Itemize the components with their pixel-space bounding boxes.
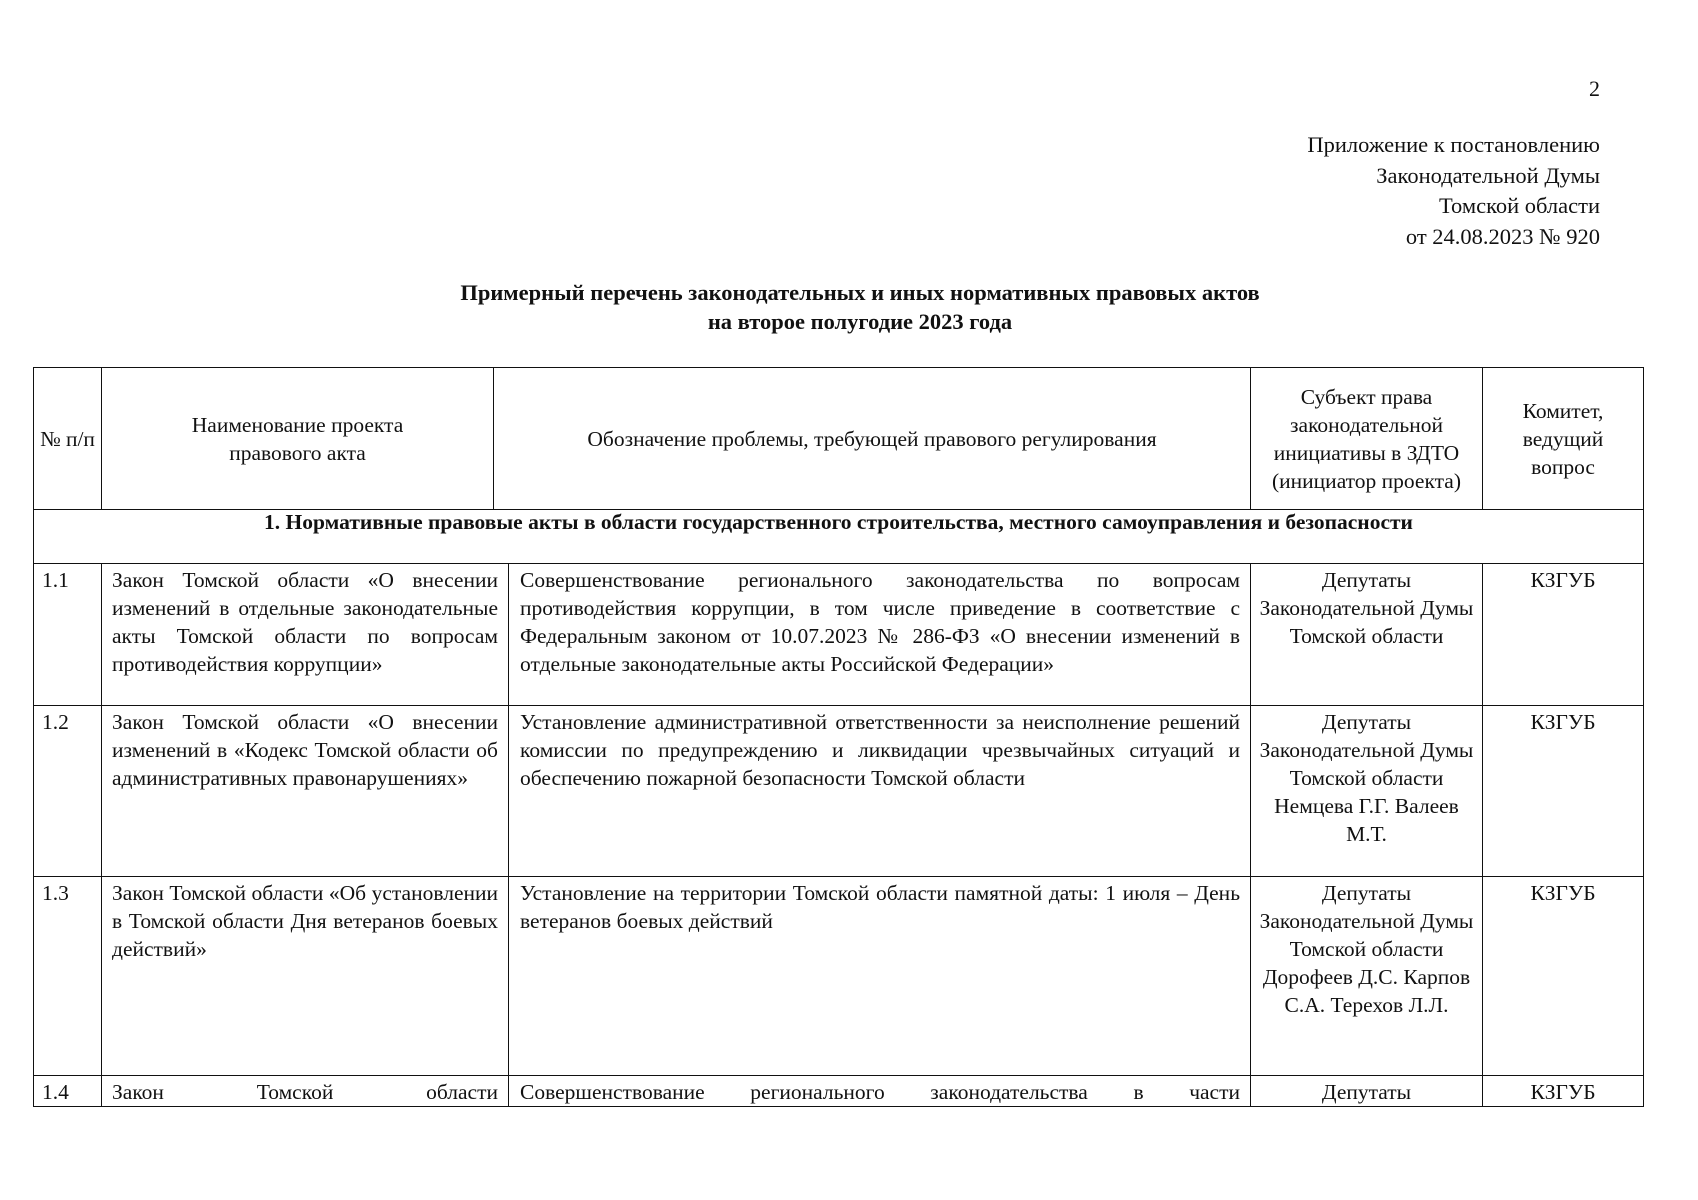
committee-text: КЗГУБ	[1530, 710, 1596, 734]
act-name-cell	[102, 1076, 509, 1107]
subject-cell	[1251, 706, 1483, 877]
problem-text: Установление административной ответственности за неисполнение решений комиссии по предупреждению и ликвидации чрезвычайных ситуаций и обеспечению пожарной безопасности Томской области	[520, 710, 1240, 790]
act-name-cell	[102, 877, 509, 1076]
appendix-line: Томской области	[1438, 193, 1600, 218]
header-subject: Субъект права законодательной инициативы в ЗДТО (инициатор проекта)	[1251, 368, 1483, 510]
header-name: Наименование проекта правового акта	[102, 368, 494, 510]
subject-text: Депутаты Законодательной Думы Томской области	[1259, 568, 1474, 648]
row-number: 1.2	[42, 710, 69, 734]
problem-cell	[509, 706, 1251, 877]
section-title: 1. Нормативные правовые акты в области государственного строительства, местного самоуправления и безопасности	[34, 510, 1644, 564]
row-number-cell	[34, 877, 102, 1076]
subject-text: Депутаты	[1321, 1080, 1412, 1104]
row-number-cell	[34, 564, 102, 706]
committee-text: КЗГУБ	[1530, 881, 1596, 905]
header-problem: Обозначение проблемы, требующей правового регулирования	[494, 368, 1251, 510]
appendix-line: Законодательной Думы	[1376, 162, 1600, 188]
row-number: 1.1	[42, 568, 69, 592]
subject-cell	[1251, 1076, 1483, 1107]
row-number: 1.4	[42, 1080, 69, 1104]
act-name-cell	[102, 706, 509, 877]
problem-cell	[509, 564, 1251, 706]
table-row	[34, 1076, 1644, 1107]
subject-cell	[1251, 877, 1483, 1076]
section-row	[34, 510, 1644, 564]
committee-cell	[1483, 877, 1644, 1076]
committee-cell	[1483, 1076, 1644, 1107]
committee-text: КЗГУБ	[1530, 568, 1596, 592]
table-header-row	[34, 368, 1644, 510]
header-num: № п/п	[34, 368, 102, 510]
committee-cell	[1483, 564, 1644, 706]
title-line: на второе полугодие 2023 года	[707, 309, 1013, 334]
act-name: Закон Томской области «О внесении изменений в «Кодекс Томской области об административных правонарушениях»	[112, 710, 498, 790]
acts-table	[33, 367, 1644, 1107]
table-row	[34, 706, 1644, 877]
appendix-line: Приложение к постановлению	[1307, 132, 1600, 157]
act-name-cell	[102, 564, 509, 706]
table-row	[34, 877, 1644, 1076]
subject-text: Депутаты Законодательной Думы Томской области Немцева Г.Г. Валеев М.Т.	[1259, 710, 1474, 846]
committee-cell	[1483, 706, 1644, 877]
committee-text: КЗГУБ	[1530, 1080, 1596, 1104]
problem-cell	[509, 877, 1251, 1076]
act-name: Закон Томской области «Об установлении в Томской области Дня ветеранов боевых действий»	[112, 881, 498, 961]
appendix-date-number: от 24.08.2023 № 920	[1405, 223, 1600, 249]
title-line: Примерный перечень законодательных и иных нормативных правовых актов	[460, 280, 1260, 305]
act-name: Закон Томской области «О внесении изменений в отдельные законодательные акты Томской области по вопросам противодействия коррупции»	[112, 568, 498, 676]
table-row	[34, 564, 1644, 706]
appendix-block	[1307, 130, 1600, 252]
header-committee: Комитет, ведущий вопрос	[1483, 368, 1644, 510]
problem-text: Совершенствование регионального законодательства в части	[520, 1080, 1240, 1104]
row-number-cell	[34, 1076, 102, 1107]
problem-cell	[509, 1076, 1251, 1107]
document-title	[0, 278, 1698, 336]
row-number: 1.3	[42, 881, 69, 905]
problem-text: Совершенствование регионального законодательства по вопросам противодействия коррупции, в том числе приведение в соответствие с Федеральным законом от 10.07.2023 № 286-ФЗ «О внесении изменений в отдельные законодательные акты Российской Федерации»	[520, 568, 1240, 676]
act-name: Закон Томской области	[112, 1080, 498, 1104]
problem-text: Установление на территории Томской области памятной даты: 1 июля – День ветеранов боевых действий	[520, 881, 1240, 933]
page-number: 2	[1589, 76, 1600, 101]
subject-cell	[1251, 564, 1483, 706]
row-number-cell	[34, 706, 102, 877]
subject-text: Депутаты Законодательной Думы Томской области Дорофеев Д.С. Карпов С.А. Терехов Л.Л.	[1259, 881, 1474, 1017]
